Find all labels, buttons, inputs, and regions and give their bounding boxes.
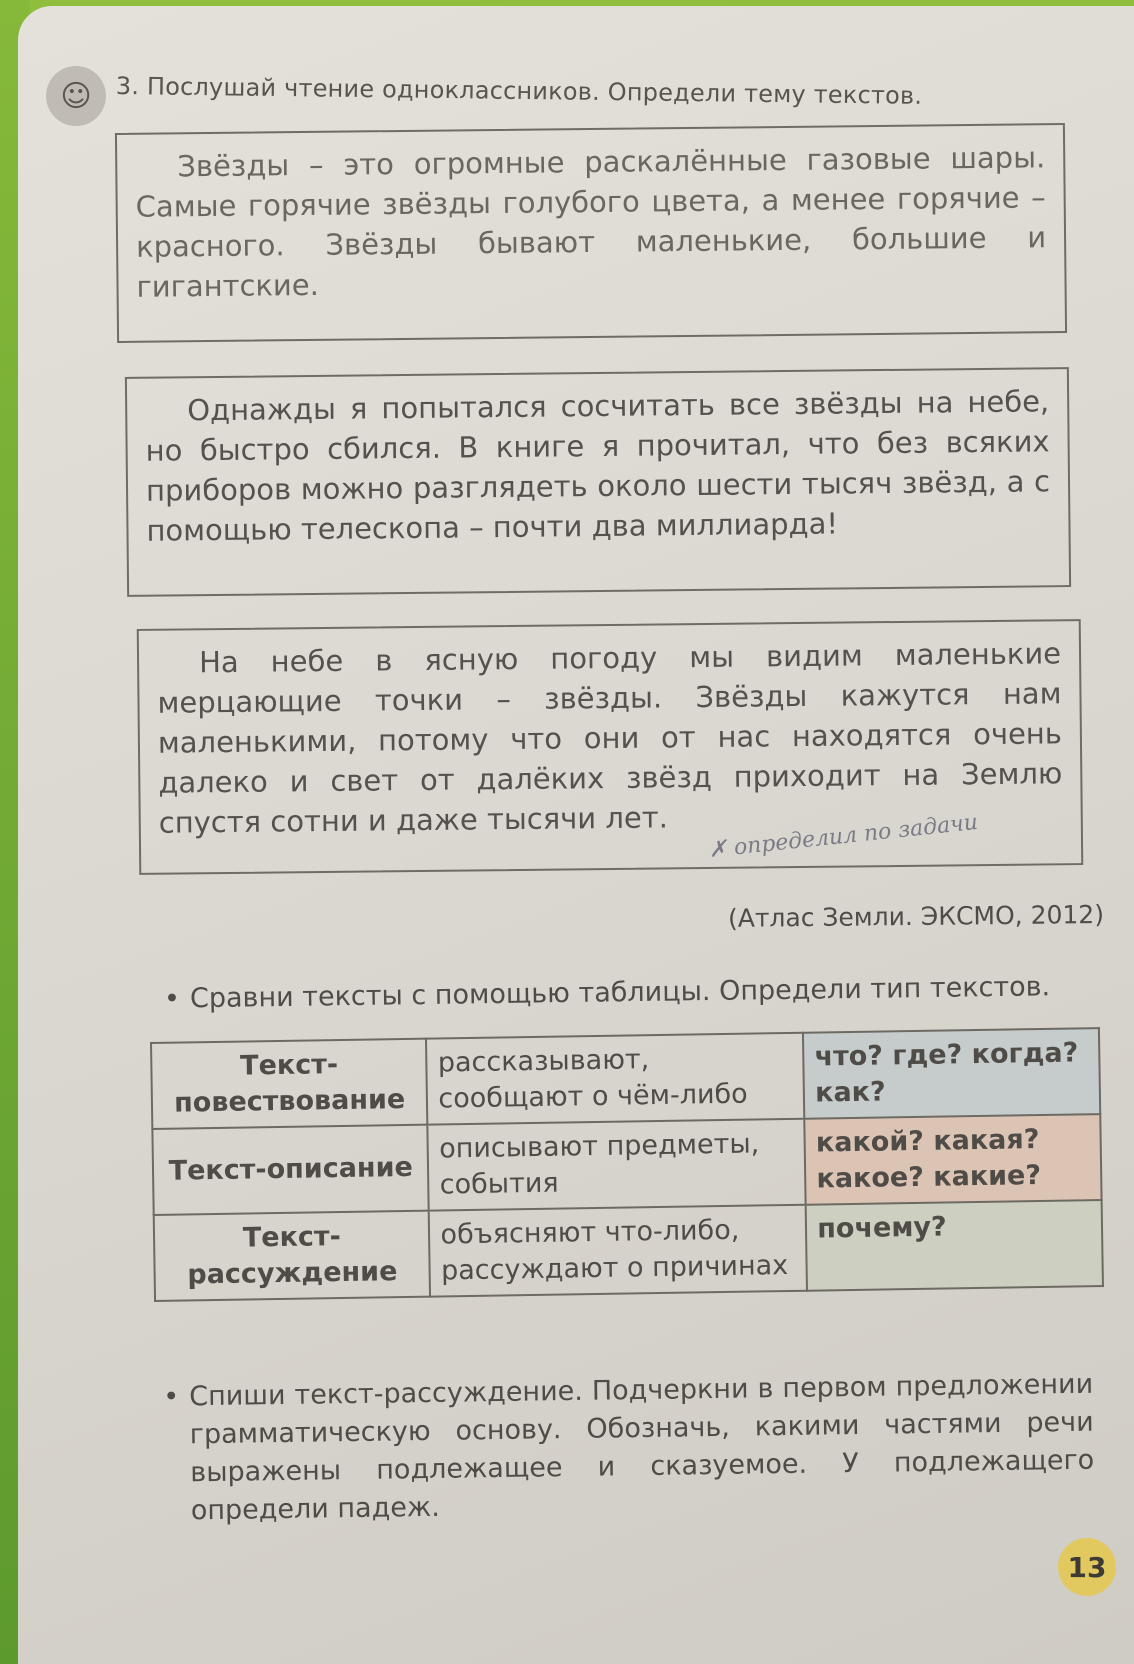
text-box-2 <box>125 367 1071 597</box>
type-cell: Текст-описание <box>152 1125 429 1215</box>
text-2: Однажды я попытался сосчитать все звёзды на небе, но быстро сбился. В книге я прочитал, что без всяких приборов можно разглядеть около шести тысяч звёзд, а с помощью телескопа – почти два миллиарда! <box>145 384 1051 548</box>
meaning-cell: описывают предметы, события <box>428 1119 806 1211</box>
table-row <box>151 1028 1100 1129</box>
task-heading: 3. Послушай чтение одноклассников. Определи тему текстов. <box>115 72 923 110</box>
bullet-copy-task: • Спиши текст-рассуждение. Подчеркни в первом предложении грамматическую основу. Обозначь, какими частями речи выражены подлежащее и сказуемое. У подлежащего определи падеж. <box>189 1366 1095 1531</box>
text-3: На небе в ясную погоду мы видим маленькие мерцающие точки – звёзды. Звёзды кажутся нам маленькими, потому что они от нас находятся очень далеко и свет от далёких звёзд приходит на Землю спустя сотни и даже тысячи лет. <box>157 636 1063 840</box>
text-1: Звёзды – это огромные раскалённые газовые шары. Самые горячие звёзды голубого цвета, а менее горячие – красного. Звёзды бывают маленькие, большие и гигантские. <box>135 140 1047 304</box>
table-row <box>152 1114 1101 1215</box>
text-types-table <box>150 1027 1104 1302</box>
source-citation: (Атлас Земли. ЭКСМО, 2012) <box>727 899 1105 933</box>
question-cell: какой? какая? какое? какие? <box>805 1114 1102 1205</box>
question-cell: что? где? когда? как? <box>803 1028 1100 1119</box>
type-cell: Текст-повествование <box>151 1039 428 1129</box>
question-cell: почему? <box>806 1200 1103 1291</box>
table-row <box>154 1200 1103 1301</box>
people-icon: ☺ <box>46 66 106 126</box>
type-cell: Текст-рассуждение <box>154 1211 431 1301</box>
meaning-cell: объясняют что-либо, рассуждают о причинах <box>429 1205 807 1297</box>
textbook-page <box>18 6 1134 1664</box>
bullet-compare-texts: • Сравни тексты с помощью таблицы. Определи тип текстов. <box>190 968 1090 1019</box>
text-box-1 <box>115 123 1067 343</box>
page-number: 13 <box>1058 1538 1116 1596</box>
handwritten-note: ✗ определил по задачи <box>707 809 980 864</box>
meaning-cell: рассказывают, сообщают о чём-либо <box>426 1033 804 1125</box>
